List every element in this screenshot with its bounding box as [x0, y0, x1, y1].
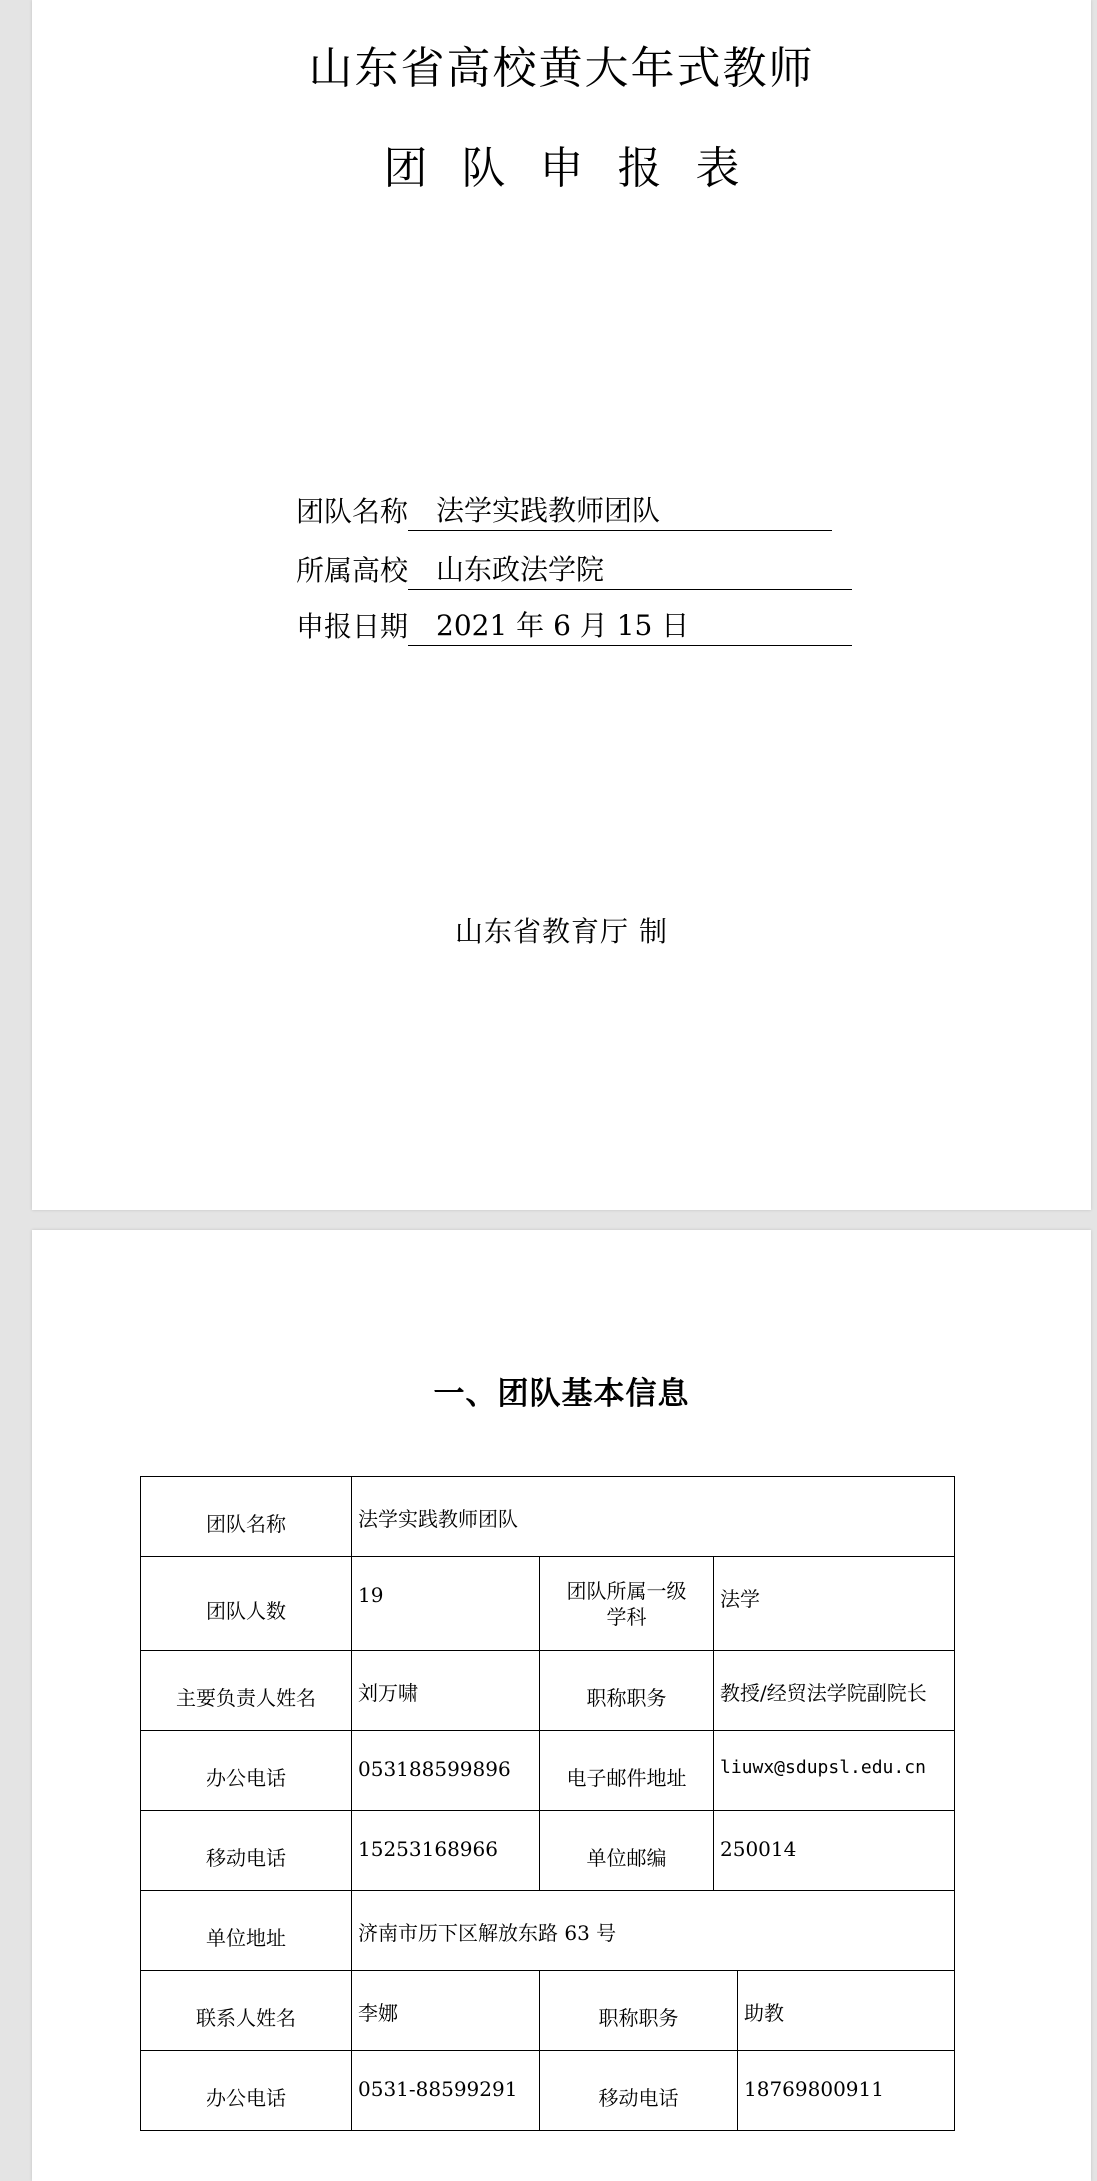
cover-field-university [296, 551, 852, 591]
leader-title-label: 职称职务 [540, 1651, 714, 1731]
table-row [141, 1811, 955, 1891]
contact-title-label: 职称职务 [540, 1971, 738, 2051]
team-info-table [140, 1476, 955, 2131]
team-name-label: 团队名称 [141, 1477, 352, 1557]
info-page [32, 1230, 1091, 2181]
leader-title-value: 教授/经贸法学院副院长 [714, 1651, 955, 1731]
table-row [141, 2051, 955, 2131]
field-label: 申报日期 [296, 610, 409, 643]
contact-name-value: 李娜 [352, 1971, 540, 2051]
cover-field-date [296, 607, 852, 647]
table-row [141, 1557, 955, 1651]
cover-field-team-name [296, 492, 832, 532]
email-label: 电子邮件地址 [540, 1731, 714, 1811]
table-row [141, 1477, 955, 1557]
table-row [141, 1971, 955, 2051]
table-row [141, 1651, 955, 1731]
field-label: 所属高校 [296, 554, 409, 587]
team-size-value: 19 [352, 1557, 540, 1651]
postcode-label: 单位邮编 [540, 1811, 714, 1891]
mobile-value: 15253168966 [352, 1811, 540, 1891]
address-value: 济南市历下区解放东路 63 号 [352, 1891, 955, 1971]
team-size-label: 团队人数 [141, 1557, 352, 1651]
section-title: 一、团队基本信息 [433, 1376, 690, 1412]
discipline-label: 团队所属一级学科 [540, 1557, 714, 1651]
email-value: liuwx@sdupsl.edu.cn [714, 1731, 955, 1811]
field-value: 2021 年 6 月 15 日 [408, 607, 852, 646]
contact-mobile-label: 移动电话 [540, 2051, 738, 2131]
address-label: 单位地址 [141, 1891, 352, 1971]
leader-name-value: 刘万啸 [352, 1651, 540, 1731]
contact-title-value: 助教 [738, 1971, 955, 2051]
team-name-value: 法学实践教师团队 [352, 1477, 955, 1557]
contact-name-label: 联系人姓名 [141, 1971, 352, 2051]
contact-office-phone-label: 办公电话 [141, 2051, 352, 2131]
contact-office-phone-value: 0531-88599291 [352, 2051, 540, 2131]
field-label: 团队名称 [296, 495, 409, 528]
postcode-value: 250014 [714, 1811, 955, 1891]
cover-subtitle: 团队申报表 [383, 143, 774, 194]
table-row [141, 1731, 955, 1811]
table-row [141, 1891, 955, 1971]
office-phone-label: 办公电话 [141, 1731, 352, 1811]
cover-page [32, 0, 1091, 1210]
contact-mobile-value: 18769800911 [738, 2051, 955, 2131]
mobile-label: 移动电话 [141, 1811, 352, 1891]
leader-name-label: 主要负责人姓名 [141, 1651, 352, 1731]
cover-title: 山东省高校黄大年式教师 [308, 43, 815, 94]
field-value: 法学实践教师团队 [408, 492, 832, 531]
field-value: 山东政法学院 [408, 551, 852, 590]
discipline-value: 法学 [714, 1557, 955, 1651]
issuer-line: 山东省教育厅 制 [455, 915, 668, 948]
office-phone-value: 053188599896 [352, 1731, 540, 1811]
